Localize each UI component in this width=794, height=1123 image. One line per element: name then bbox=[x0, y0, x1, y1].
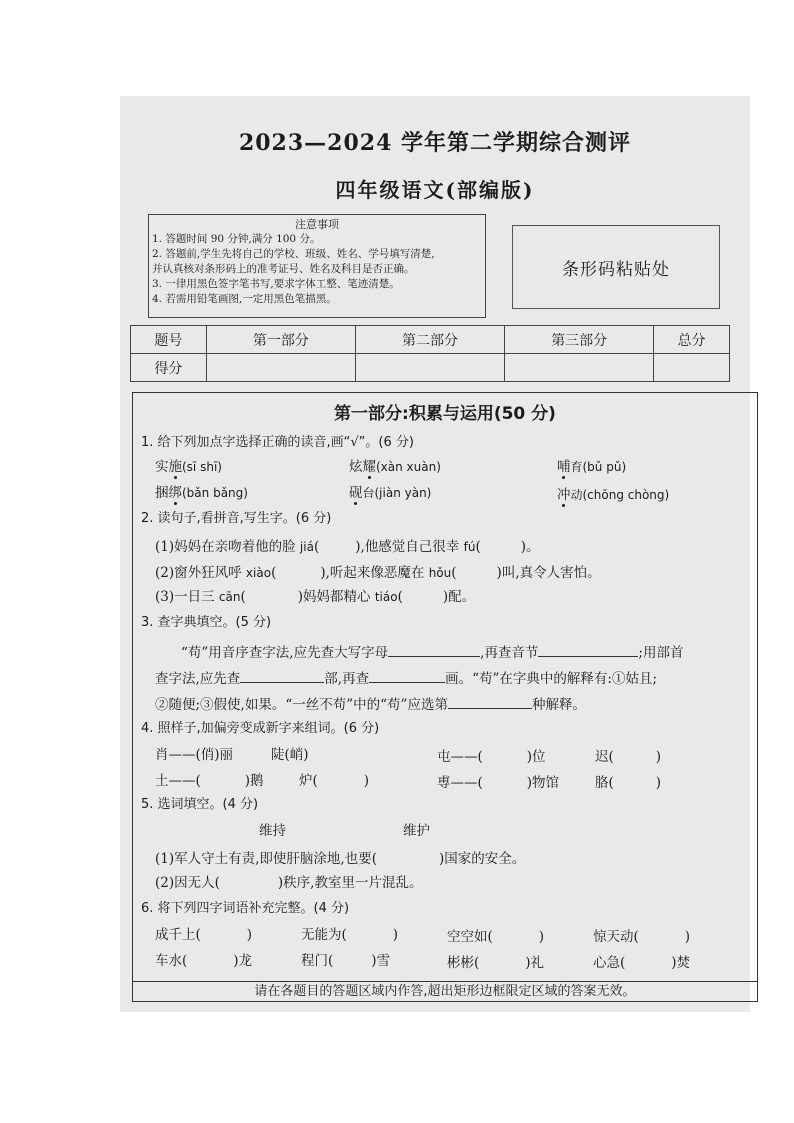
q1-item-options: (bǎn bǎng) bbox=[182, 486, 248, 500]
q1-item bbox=[155, 481, 248, 501]
sentence-text: 种解释。 bbox=[531, 697, 586, 713]
score-header-row bbox=[131, 326, 730, 354]
answer-blank[interactable] bbox=[614, 774, 656, 787]
idiom-text: )龙 bbox=[233, 953, 253, 969]
q2-sentence bbox=[155, 535, 540, 555]
score-row-label: 得分 bbox=[131, 354, 207, 382]
answer-blank[interactable] bbox=[240, 669, 324, 683]
q4-item bbox=[595, 745, 661, 765]
idiom-text: ) bbox=[246, 927, 253, 943]
q1-item-pre: 实 bbox=[155, 459, 169, 475]
q1-item-pre: 炫 bbox=[349, 459, 363, 475]
sentence-text: 查字法,应先查 bbox=[155, 671, 241, 687]
q1-item bbox=[349, 455, 441, 475]
item-text: )鹅 bbox=[244, 773, 264, 789]
q5-sentence bbox=[155, 871, 422, 891]
notice-line: 3. 一律用黑色签字笔书写,要求字体工整、笔迹清楚。 bbox=[152, 278, 400, 290]
idiom-text: 车水( bbox=[155, 953, 188, 969]
dotted-char: 绑 bbox=[168, 485, 182, 501]
notice-line: 2. 答题前,学生先将自己的学校、班级、姓名、学号填写清楚, bbox=[152, 248, 435, 260]
paren: ( bbox=[451, 565, 457, 581]
answer-blank[interactable] bbox=[625, 954, 671, 967]
q6-idiom bbox=[301, 949, 390, 969]
sentence-text: (1)军人守土有责,即使肝脑涂地,也要( bbox=[155, 851, 377, 867]
sentence-text: )叫,真令人害怕。 bbox=[496, 565, 601, 581]
idiom-text: ) bbox=[392, 927, 399, 943]
notice-line: 并认真核对条形码上的准考证号、姓名及科目是否正确。 bbox=[152, 263, 415, 275]
exam-subtitle: 四年级语文(部编版) bbox=[335, 178, 535, 202]
q3-prompt: 3. 查字典填空。(5 分) bbox=[141, 615, 272, 630]
q1-item-options: (xàn xuàn) bbox=[376, 460, 441, 474]
q2-sentence bbox=[155, 561, 601, 581]
item-text: )物馆 bbox=[526, 775, 560, 791]
dotted-char: 砚 bbox=[349, 485, 363, 501]
exam-title: 2023—2024 学年第二学期综合测评 bbox=[238, 130, 632, 156]
barcode-area bbox=[512, 225, 720, 309]
score-cell[interactable] bbox=[505, 354, 654, 382]
pinyin: hǒu bbox=[428, 566, 452, 580]
sentence-text: (1)妈妈在亲吻着他的脸 bbox=[155, 539, 300, 555]
idiom-text: ) bbox=[684, 929, 691, 945]
answer-blank[interactable] bbox=[276, 564, 320, 577]
sentence-text: )配。 bbox=[442, 589, 476, 605]
item-text: ) bbox=[363, 773, 370, 789]
answer-blank[interactable] bbox=[318, 772, 364, 785]
answer-blank[interactable] bbox=[333, 952, 371, 965]
idiom-text: ) bbox=[538, 929, 545, 945]
q5-word: 维护 bbox=[403, 823, 430, 839]
q4-item bbox=[299, 769, 369, 789]
part1-answer-box bbox=[132, 392, 758, 1002]
item-text: ) bbox=[655, 775, 662, 791]
sentence-text: 画。“苟”在字典中的解释有:①姑且; bbox=[445, 671, 657, 687]
paren: ( bbox=[313, 539, 320, 555]
idiom-text: )礼 bbox=[525, 955, 545, 971]
q6-idiom bbox=[301, 923, 398, 943]
answer-blank[interactable] bbox=[493, 928, 539, 941]
answer-blank[interactable] bbox=[448, 695, 532, 709]
q6-idiom bbox=[593, 951, 690, 971]
sentence-text: ②随便;③假使,如果。“一丝不苟”中的“苟”应选第 bbox=[155, 697, 448, 713]
answer-blank[interactable] bbox=[639, 928, 685, 941]
q4-item bbox=[595, 771, 661, 791]
sentence-text: )妈妈都精心 bbox=[297, 589, 375, 605]
q5-word: 维持 bbox=[259, 823, 286, 839]
q2-sentence bbox=[155, 585, 475, 605]
idiom-text: 空空如( bbox=[447, 929, 493, 945]
answer-blank[interactable] bbox=[319, 538, 355, 551]
q1-item-pre: 捆 bbox=[155, 485, 169, 501]
dotted-char: 冲 bbox=[557, 487, 571, 503]
idiom-text: 彬彬( bbox=[447, 955, 480, 971]
paren: ( bbox=[240, 589, 246, 605]
notice-box bbox=[148, 214, 486, 318]
q1-item bbox=[557, 455, 626, 475]
answer-blank[interactable] bbox=[483, 748, 527, 761]
answer-blank[interactable] bbox=[220, 874, 278, 887]
item-text: )位 bbox=[526, 749, 546, 765]
dotted-char: 施 bbox=[168, 459, 182, 475]
answer-blank[interactable] bbox=[388, 643, 480, 657]
idiom-text: 程门( bbox=[301, 953, 334, 969]
q6-idiom bbox=[593, 925, 690, 945]
answer-blank[interactable] bbox=[481, 538, 521, 551]
answer-blank[interactable] bbox=[538, 643, 638, 657]
q1-item bbox=[349, 481, 431, 501]
item-text: 迟( bbox=[595, 749, 614, 765]
q3-text bbox=[155, 667, 657, 687]
q4-item bbox=[437, 745, 546, 765]
score-cell[interactable] bbox=[355, 354, 504, 382]
notice-heading: 注意事项 bbox=[295, 218, 339, 231]
idiom-text: 成千上( bbox=[155, 927, 201, 943]
q4-example: 陡(峭) bbox=[271, 747, 309, 763]
notice-line: 1. 答题时间 90 分钟,满分 100 分。 bbox=[152, 233, 321, 245]
score-row bbox=[131, 354, 730, 382]
answer-blank[interactable] bbox=[457, 564, 497, 577]
notice-line: 4. 若需用铅笔画图,一定用黑色笔描黑。 bbox=[152, 293, 337, 305]
q5-prompt: 5. 选词填空。(4 分) bbox=[141, 797, 259, 812]
pinyin: tiáo bbox=[374, 590, 398, 604]
score-header-cell: 第三部分 bbox=[505, 326, 654, 354]
item-text: 屯——( bbox=[437, 749, 483, 765]
score-cell[interactable] bbox=[206, 354, 355, 382]
idiom-text: 无能为( bbox=[301, 927, 347, 943]
pinyin: cān bbox=[218, 590, 241, 604]
sentence-text: (2)窗外狂风呼 bbox=[155, 565, 246, 581]
answer-blank[interactable] bbox=[369, 669, 445, 683]
q3-text bbox=[181, 641, 683, 661]
answer-area-notice: 请在各题目的答题区域内作答,超出矩形边框限定区域的答案无效。 bbox=[133, 981, 757, 1002]
q1-item-options: 动(chōng chòng) bbox=[570, 488, 670, 502]
item-text: 土——( bbox=[155, 773, 201, 789]
q1-item bbox=[155, 455, 222, 475]
sentence-text: )国家的安全。 bbox=[438, 851, 526, 867]
q1-prompt: 1. 给下列加点字选择正确的读音,画“√”。(6 分) bbox=[141, 435, 414, 450]
dotted-char: 哺 bbox=[557, 459, 571, 475]
paren: ( bbox=[475, 539, 481, 555]
score-table bbox=[130, 325, 730, 382]
q2-prompt: 2. 读句子,看拼音,写生字。(6 分) bbox=[141, 511, 332, 526]
idiom-text: 惊天动( bbox=[593, 929, 639, 945]
sentence-text: ),听起来像恶魔在 bbox=[320, 565, 429, 581]
score-header-cell: 题号 bbox=[131, 326, 207, 354]
sentence-text: (2)因无人( bbox=[155, 875, 220, 891]
answer-blank[interactable] bbox=[201, 926, 247, 939]
q5-sentence bbox=[155, 847, 525, 867]
q1-item-options: 育(bǔ pǔ) bbox=[570, 460, 627, 474]
q6-idiom bbox=[155, 923, 252, 943]
paren: ( bbox=[271, 565, 277, 581]
answer-blank[interactable] bbox=[246, 588, 298, 601]
idiom-text: 心急( bbox=[593, 955, 626, 971]
pinyin: jiá bbox=[299, 540, 314, 554]
score-header-cell: 第一部分 bbox=[206, 326, 355, 354]
item-text: ) bbox=[655, 749, 662, 765]
q4-prompt: 4. 照样子,加偏旁变成新字来组词。(6 分) bbox=[141, 721, 380, 736]
sentence-text: ;用部首 bbox=[638, 645, 684, 661]
q6-idiom bbox=[155, 949, 252, 969]
paren: ( bbox=[397, 589, 403, 605]
answer-blank[interactable] bbox=[377, 850, 439, 863]
item-text: 炉( bbox=[299, 773, 318, 789]
exam-sheet bbox=[120, 96, 750, 1012]
q3-text bbox=[155, 693, 586, 713]
answer-blank[interactable] bbox=[483, 774, 527, 787]
answer-blank[interactable] bbox=[187, 952, 233, 965]
barcode-label: 条形码粘贴处 bbox=[562, 259, 670, 280]
q1-item bbox=[557, 483, 669, 503]
answer-blank[interactable] bbox=[347, 926, 393, 939]
item-text: 胳( bbox=[595, 775, 614, 791]
answer-blank[interactable] bbox=[614, 748, 656, 761]
answer-blank[interactable] bbox=[201, 772, 245, 785]
score-header-cell: 总分 bbox=[654, 326, 730, 354]
q4-example: 肖——(俏)丽 bbox=[155, 747, 234, 763]
q6-idiom bbox=[447, 925, 544, 945]
score-header-cell: 第二部分 bbox=[355, 326, 504, 354]
idiom-text: )焚 bbox=[671, 955, 691, 971]
q1-item-options: (sī shī) bbox=[182, 460, 222, 474]
q1-item-options: 台(jiàn yàn) bbox=[362, 486, 432, 500]
sentence-text: ,再查音节 bbox=[480, 645, 539, 661]
q4-item bbox=[155, 769, 264, 789]
q4-item bbox=[437, 771, 559, 791]
part1-title: 第一部分:积累与运用(50 分) bbox=[334, 404, 556, 424]
pinyin: xiào bbox=[245, 566, 272, 580]
score-cell[interactable] bbox=[654, 354, 730, 382]
item-text: 尃——( bbox=[437, 775, 483, 791]
q6-prompt: 6. 将下列四字词语补充完整。(4 分) bbox=[141, 901, 350, 916]
sentence-text: 部,再查 bbox=[324, 671, 370, 687]
sentence-text: “苟”用音序查字法,应先查大写字母 bbox=[181, 645, 389, 661]
sentence-text: (3)一日三 bbox=[155, 589, 219, 605]
sentence-text: )。 bbox=[520, 539, 540, 555]
sentence-text: ),他感觉自己很幸 bbox=[355, 539, 464, 555]
sentence-text: )秩序,教室里一片混乱。 bbox=[277, 875, 423, 891]
q6-idiom bbox=[447, 951, 544, 971]
answer-blank[interactable] bbox=[403, 588, 443, 601]
dotted-char: 耀 bbox=[362, 459, 376, 475]
idiom-text: )雪 bbox=[371, 953, 391, 969]
pinyin: fú bbox=[463, 540, 476, 554]
answer-blank[interactable] bbox=[479, 954, 525, 967]
